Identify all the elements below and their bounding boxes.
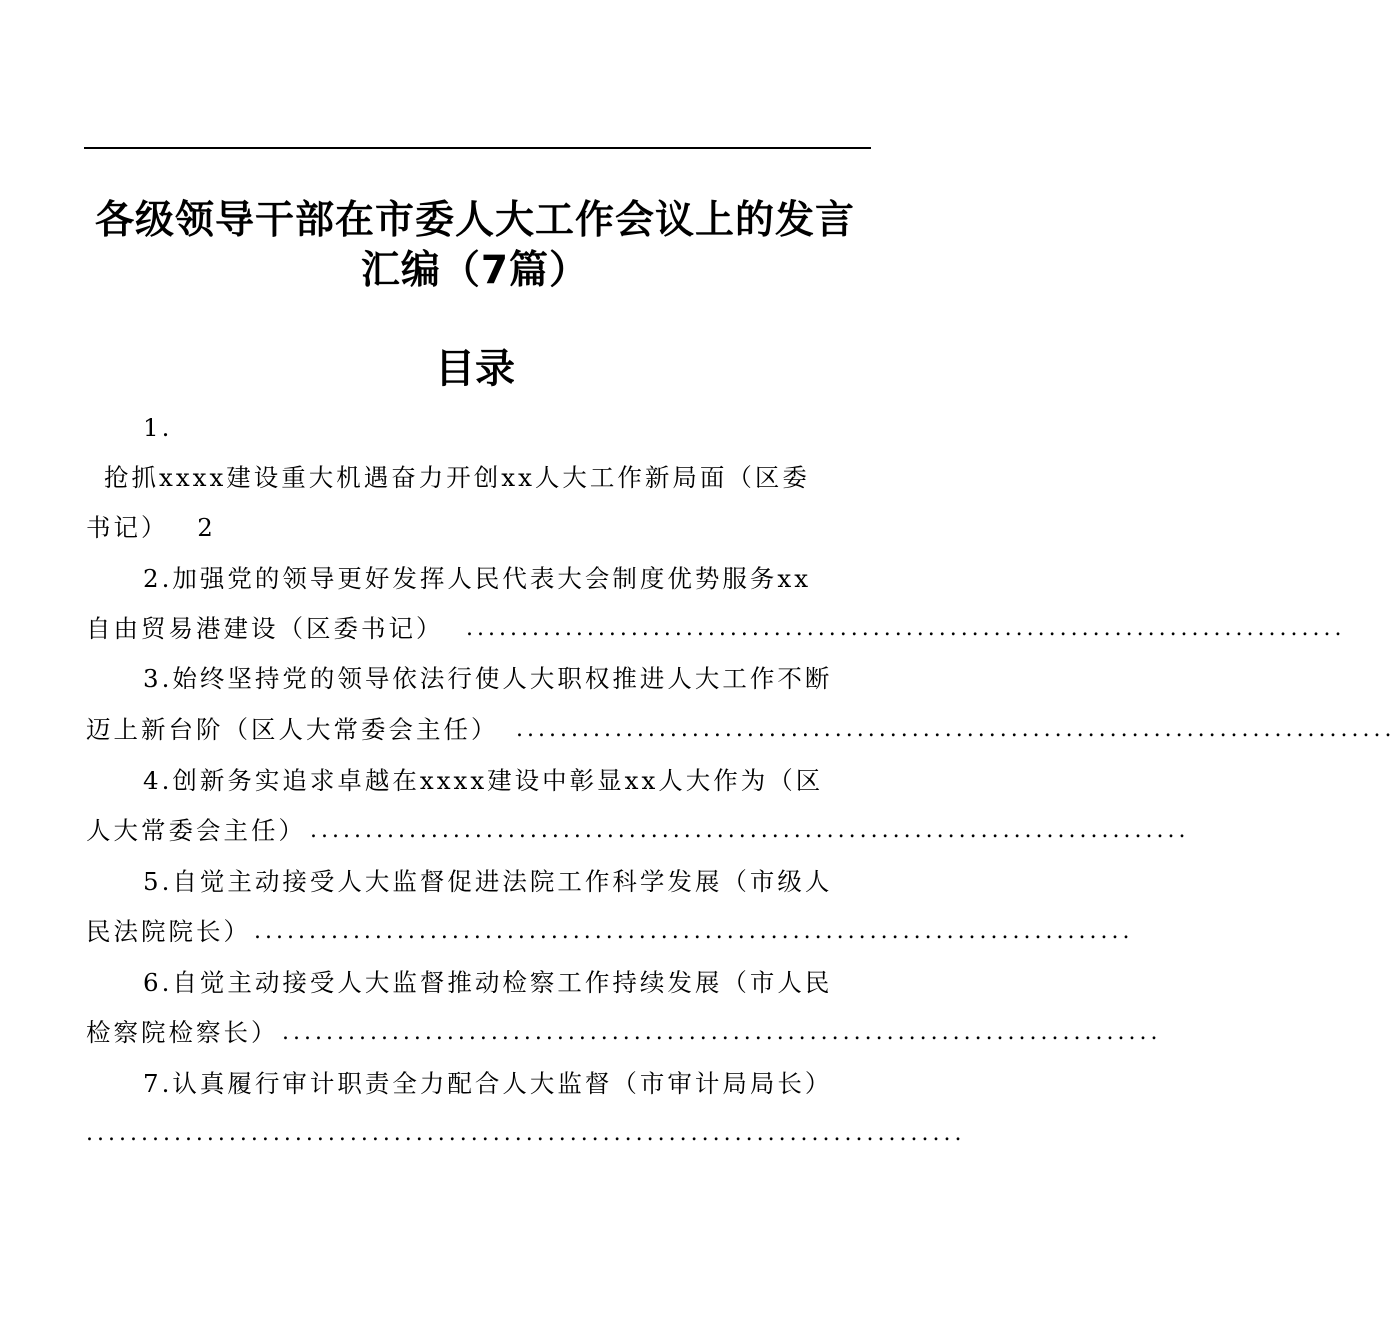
toc-entry-1-title-cont[interactable]	[86, 511, 216, 545]
toc-entry-1-number: 1.	[143, 413, 173, 442]
toc-entry-6-title-cont[interactable]: 检察院检察长）	[86, 1018, 279, 1047]
toc-entry-5-leader: ................................................................................	[254, 919, 1134, 944]
toc-entry-4-title-cont[interactable]: 人大常委会主任）	[86, 816, 306, 845]
toc-entry-3-title[interactable]: 3.始终坚持党的领导依法行使人大职权推进人大工作不断	[143, 664, 833, 693]
toc-entry-2-title[interactable]: 2.加强党的领导更好发挥人民代表大会制度优势服务xx	[143, 564, 812, 593]
toc-entry-3-title-cont[interactable]: 迈上新台阶（区人大常委会主任）	[86, 715, 499, 744]
header-rule	[84, 147, 871, 149]
toc-entry-3-leader: ................................................................................	[516, 717, 1395, 742]
toc-entry-6-title[interactable]: 6.自觉主动接受人大监督推动检察工作持续发展（市人民	[143, 968, 833, 997]
toc-entry-4-leader: ................................................................................	[310, 818, 1190, 843]
toc-entry-2-leader: ................................................................................	[466, 616, 1346, 641]
toc-entry-1-title[interactable]: 抢抓xxxx建设重大机遇奋力开创xx人大工作新局面（区委	[104, 463, 810, 492]
toc-entry-2-title-cont[interactable]: 自由贸易港建设（区委书记）	[86, 614, 444, 643]
toc-entry-4-title[interactable]: 4.创新务实追求卓越在xxxx建设中彰显xx人大作为（区	[143, 766, 824, 795]
document-title-line-1: 各级领导干部在市委人大工作会议上的发言	[94, 198, 855, 243]
toc-entry-5-title[interactable]: 5.自觉主动接受人大监督促进法院工作科学发展（市级人	[143, 867, 833, 896]
toc-entry-6-leader: ................................................................................	[282, 1020, 1162, 1045]
toc-entry-7-title[interactable]: 7.认真履行审计职责全力配合人大监督（市审计局局长）	[143, 1069, 833, 1098]
document-title-line-2: 汇编（7篇）	[360, 248, 590, 293]
toc-entry-7-leader: ................................................................................	[86, 1121, 966, 1146]
toc-entry-5-title-cont[interactable]: 民法院院长）	[86, 917, 251, 946]
toc-entry-1-page: 2	[197, 513, 216, 542]
toc-heading: 目录	[435, 346, 515, 392]
toc-entry-1-author: 书记）	[86, 513, 169, 542]
